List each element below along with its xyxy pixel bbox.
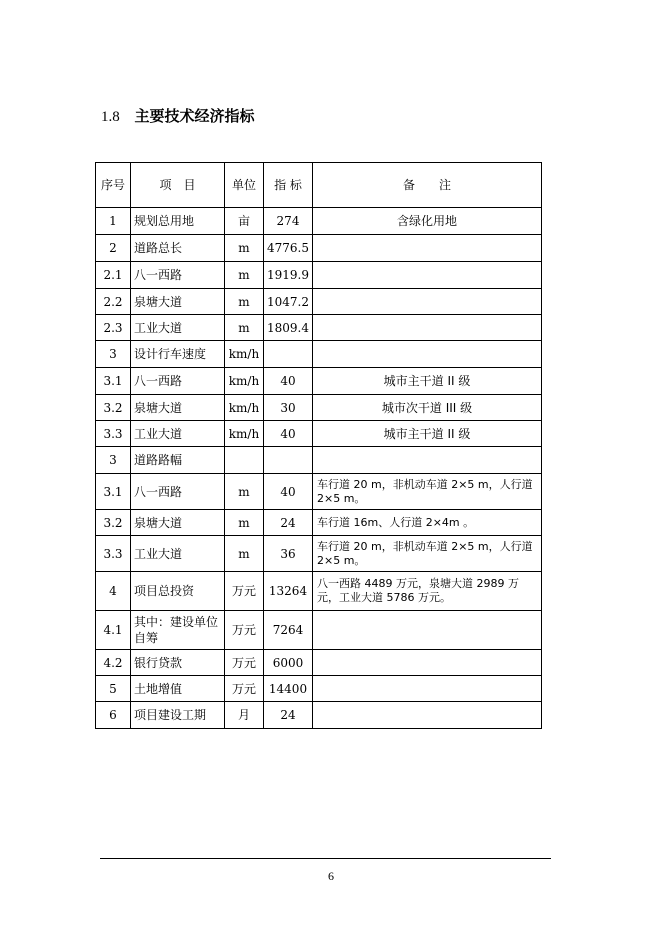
row-unit: m <box>225 262 264 289</box>
row-item: 八一西路 <box>131 368 225 395</box>
table-row <box>96 536 542 572</box>
row-item: 工业大道 <box>131 536 225 572</box>
row-note: 车行道 20 m，非机动车道 2×5 m，人行道 2×5 m。 <box>313 474 542 510</box>
row-item: 土地增值 <box>131 676 225 702</box>
row-seq: 3.2 <box>96 510 131 536</box>
row-note: 八一西路 4489 万元，泉塘大道 2989 万元，工业大道 5786 万元。 <box>313 572 542 611</box>
row-seq: 3.1 <box>96 474 131 510</box>
indicators-table <box>95 162 542 729</box>
row-unit: km/h <box>225 395 264 421</box>
table-header-row <box>96 163 542 208</box>
row-value: 14400 <box>264 676 313 702</box>
header-value: 指 标 <box>264 163 313 208</box>
row-seq: 2.1 <box>96 262 131 289</box>
row-note: 含绿化用地 <box>313 208 542 235</box>
row-item: 工业大道 <box>131 315 225 341</box>
section-number: 1.8 <box>101 109 120 125</box>
row-note: 车行道 16m、人行道 2×4m 。 <box>313 510 542 536</box>
table-row <box>96 650 542 676</box>
row-note <box>313 262 542 289</box>
row-seq: 2.2 <box>96 289 131 315</box>
row-note: 城市主干道 II 级 <box>313 368 542 395</box>
row-value: 40 <box>264 474 313 510</box>
table-row <box>96 395 542 421</box>
row-seq: 4.1 <box>96 611 131 650</box>
table-row <box>96 702 542 729</box>
row-value: 40 <box>264 368 313 395</box>
row-unit: m <box>225 235 264 262</box>
row-item: 工业大道 <box>131 421 225 447</box>
row-unit: m <box>225 536 264 572</box>
row-value: 24 <box>264 702 313 729</box>
row-value: 1919.9 <box>264 262 313 289</box>
header-item: 项 目 <box>131 163 225 208</box>
row-note <box>313 315 542 341</box>
row-value: 6000 <box>264 650 313 676</box>
header-note: 备 注 <box>313 163 542 208</box>
row-value: 4776.5 <box>264 235 313 262</box>
row-note <box>313 289 542 315</box>
row-unit: 万元 <box>225 611 264 650</box>
section-heading <box>101 106 255 127</box>
row-unit: 万元 <box>225 650 264 676</box>
table-row <box>96 315 542 341</box>
table-row <box>96 474 542 510</box>
row-seq: 3.3 <box>96 421 131 447</box>
row-value: 7264 <box>264 611 313 650</box>
row-note <box>313 341 542 368</box>
table-row <box>96 208 542 235</box>
table-row <box>96 368 542 395</box>
row-unit: m <box>225 474 264 510</box>
row-item: 道路路幅 <box>131 447 225 474</box>
row-unit: m <box>225 510 264 536</box>
table-row <box>96 611 542 650</box>
row-note <box>313 447 542 474</box>
table-row <box>96 341 542 368</box>
row-seq: 2.3 <box>96 315 131 341</box>
row-item: 八一西路 <box>131 474 225 510</box>
row-item: 设计行车速度 <box>131 341 225 368</box>
table-row <box>96 421 542 447</box>
footer-rule <box>100 858 551 859</box>
table-row <box>96 447 542 474</box>
row-item: 泉塘大道 <box>131 395 225 421</box>
row-unit: 万元 <box>225 572 264 611</box>
row-seq: 5 <box>96 676 131 702</box>
row-note: 城市次干道 III 级 <box>313 395 542 421</box>
row-value: 1809.4 <box>264 315 313 341</box>
row-unit <box>225 447 264 474</box>
row-note <box>313 702 542 729</box>
row-value: 24 <box>264 510 313 536</box>
row-unit: 万元 <box>225 676 264 702</box>
table-row <box>96 262 542 289</box>
row-unit: 月 <box>225 702 264 729</box>
row-unit: km/h <box>225 341 264 368</box>
row-item: 泉塘大道 <box>131 289 225 315</box>
row-note <box>313 650 542 676</box>
row-value: 13264 <box>264 572 313 611</box>
row-seq: 3.2 <box>96 395 131 421</box>
row-item: 项目总投资 <box>131 572 225 611</box>
row-seq: 6 <box>96 702 131 729</box>
row-seq: 4 <box>96 572 131 611</box>
row-value: 1047.2 <box>264 289 313 315</box>
table-row <box>96 235 542 262</box>
table-row <box>96 676 542 702</box>
row-note <box>313 676 542 702</box>
row-unit: 亩 <box>225 208 264 235</box>
table-row <box>96 510 542 536</box>
row-seq: 4.2 <box>96 650 131 676</box>
row-item: 银行贷款 <box>131 650 225 676</box>
row-seq: 3 <box>96 341 131 368</box>
row-value: 274 <box>264 208 313 235</box>
row-seq: 3.3 <box>96 536 131 572</box>
row-value: 40 <box>264 421 313 447</box>
row-unit: km/h <box>225 368 264 395</box>
table-row <box>96 572 542 611</box>
header-unit: 单位 <box>225 163 264 208</box>
row-value <box>264 447 313 474</box>
page-number: 6 <box>328 869 334 883</box>
row-note <box>313 235 542 262</box>
table-row <box>96 289 542 315</box>
row-unit: m <box>225 289 264 315</box>
row-seq: 3.1 <box>96 368 131 395</box>
row-note: 车行道 20 m，非机动车道 2×5 m，人行道 2×5 m。 <box>313 536 542 572</box>
row-value: 36 <box>264 536 313 572</box>
row-unit: km/h <box>225 421 264 447</box>
row-seq: 3 <box>96 447 131 474</box>
row-seq: 1 <box>96 208 131 235</box>
row-item: 规划总用地 <box>131 208 225 235</box>
row-seq: 2 <box>96 235 131 262</box>
row-note <box>313 611 542 650</box>
row-value <box>264 341 313 368</box>
row-item: 项目建设工期 <box>131 702 225 729</box>
row-note: 城市主干道 II 级 <box>313 421 542 447</box>
row-unit: m <box>225 315 264 341</box>
row-item: 八一西路 <box>131 262 225 289</box>
header-seq: 序号 <box>96 163 131 208</box>
row-item: 泉塘大道 <box>131 510 225 536</box>
row-item: 其中：建设单位自筹 <box>131 611 225 650</box>
row-item: 道路总长 <box>131 235 225 262</box>
row-value: 30 <box>264 395 313 421</box>
section-title: 主要技术经济指标 <box>134 107 255 125</box>
